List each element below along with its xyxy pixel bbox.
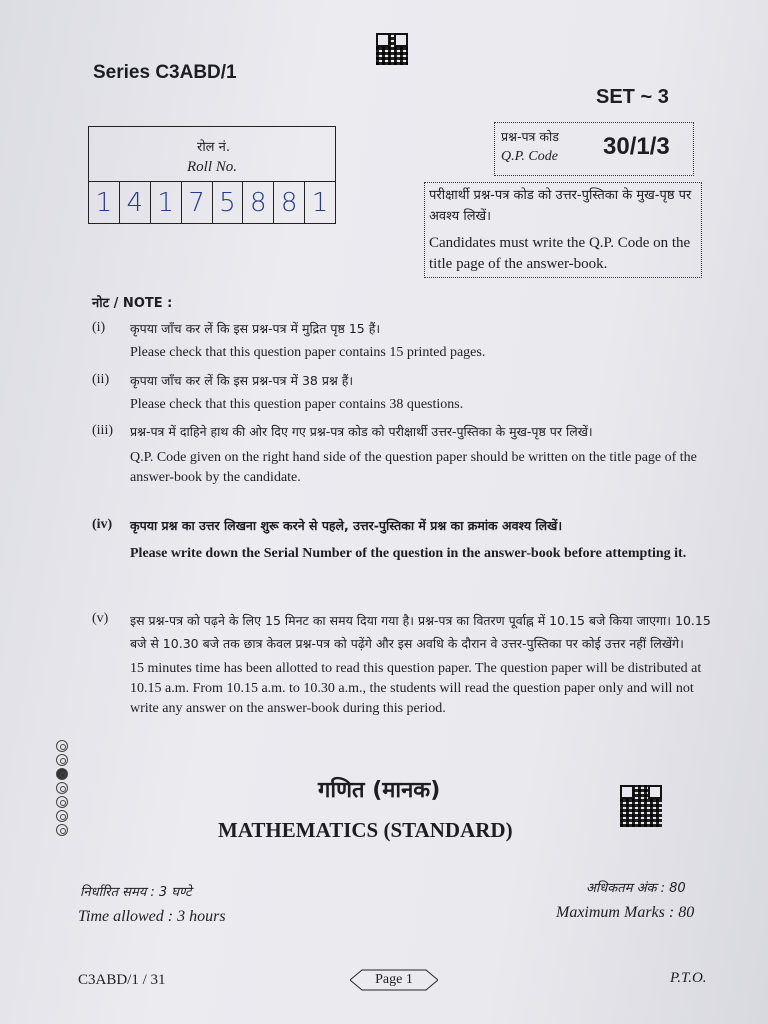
qp-instruction-hindi: परीक्षार्थी प्रश्न-पत्र कोड को उत्तर-पुस्तिका के मुख-पृष्ठ पर अवश्य लिखें। [429,188,692,224]
note-number: (i) [92,320,106,335]
note-text-hindi: कृपया जाँच कर लें कि इस प्रश्न-पत्र में 38 प्रश्न हैं। [130,373,354,388]
note-text-english: Q.P. Code given on the right hand side of the question paper should be written on the title page of the answer-book by the candidate. [130,450,697,485]
note-item [92,421,712,511]
pto-label: P.T.O. [670,970,707,986]
roll-digit-cell: 1 [311,188,329,218]
margin-circle-mark [56,824,68,836]
note-text-hindi: प्रश्न-पत्र में दाहिने हाथ की ओर दिए गए प्रश्न-पत्र कोड को परीक्षार्थी उत्तर-पुस्तिका के मुख-पृष्ठ पर लिखें। [130,424,593,439]
roll-digit-cell: 5 [213,182,244,224]
qp-label-hindi: प्रश्न-पत्र कोड [501,129,559,144]
page-number-box [350,969,438,991]
margin-circle-mark [56,768,68,780]
time-allowed-english: Time allowed : 3 hours [78,908,226,925]
note-text-hindi: कृपया प्रश्न का उत्तर लिखना शुरू करने से पहले, उत्तर-पुस्तिका में प्रश्न का क्रमांक अवश्य लिखें। [130,518,563,533]
roll-digit-cell: 1 [151,182,182,224]
margin-circle-mark [56,782,68,794]
roll-label-hindi: रोल नं. [197,140,230,155]
note-item [92,370,712,416]
note-text-hindi: कृपया जाँच कर लें कि इस प्रश्न-पत्र में मुद्रित पृष्ठ 15 हैं। [130,321,381,336]
margin-circle-mark [56,796,68,808]
page-number-label: Page 1 [375,972,413,987]
margin-circle-mark [56,810,68,822]
roll-label-english: Roll No. [187,159,238,175]
qr-code-subject [620,785,662,827]
series-label: Series C3ABD/1 [93,62,237,83]
qp-instruction-box [424,182,702,278]
set-label: SET ~ 3 [596,86,669,108]
roll-digit-cell: 8 [243,182,274,224]
qr-code-top [376,33,408,65]
qp-code-value: 30/1/3 [603,133,670,160]
notes-heading-text: नोट / NOTE : [92,296,173,311]
note-item [92,515,712,605]
time-allowed-hindi: निर्धारित समय : 3 घण्टे [80,885,192,900]
note-text-hindi: इस प्रश्न-पत्र को पढ़ने के लिए 15 मिनट का समय दिया गया है। प्रश्न-पत्र का वितरण पूर्वाह्न में 10.15 बजे किया जाएगा। 10.15 बजे से 10.30 बजे तक छात्र केवल प्रश्न-पत्र को पढ़ेंगे और इस अवधि के दौरान वे उत्तर-पुस्तिका पर कोई उत्तर नहीं लिखेंगे। [130,613,711,651]
margin-circle-mark [56,754,68,766]
roll-digit-cell: 4 [120,182,151,224]
note-number: (iii) [92,423,113,438]
roll-digit-row [89,181,335,224]
note-text-english: Please check that this question paper contains 38 questions. [130,397,464,412]
note-number: (v) [92,611,109,626]
max-marks-english: Maximum Marks : 80 [556,904,695,921]
subject-title-english: MATHEMATICS (STANDARD) [218,818,513,842]
roll-digit-cell: 1 [89,182,120,224]
qp-label-english: Q.P. Code [501,149,558,164]
roll-number-box [88,126,336,224]
roll-digit-cell: 8 [274,182,305,224]
subject-title-hindi: गणित (मानक) [318,778,441,803]
margin-circle-mark [56,740,68,752]
note-text-english: 15 minutes time has been allotted to read this question paper. The question paper will be distributed at 10.15 a.m. From 10.15 a.m. to 10.30 a.m., the students will read the question paper only and will not write any answer on the answer-book during this period. [130,661,702,716]
note-text-english: Please check that this question paper contains 15 printed pages. [130,345,486,360]
note-item [92,318,712,364]
footer-paper-code: C3ABD/1 / 31 [78,972,166,988]
notes-heading [92,293,172,314]
max-marks-hindi: अधिकतम अंक : 80 [586,881,686,896]
note-text-english: Please write down the Serial Number of the question in the answer-book before attempting it. [130,546,687,561]
qp-instruction-english: Candidates must write the Q.P. Code on the title page of the answer-book. [429,235,691,272]
qp-code-box [494,122,694,176]
note-item [92,609,712,769]
note-number: (iv) [92,517,113,532]
note-number: (ii) [92,372,110,387]
roll-digit-cell: 7 [182,182,213,224]
